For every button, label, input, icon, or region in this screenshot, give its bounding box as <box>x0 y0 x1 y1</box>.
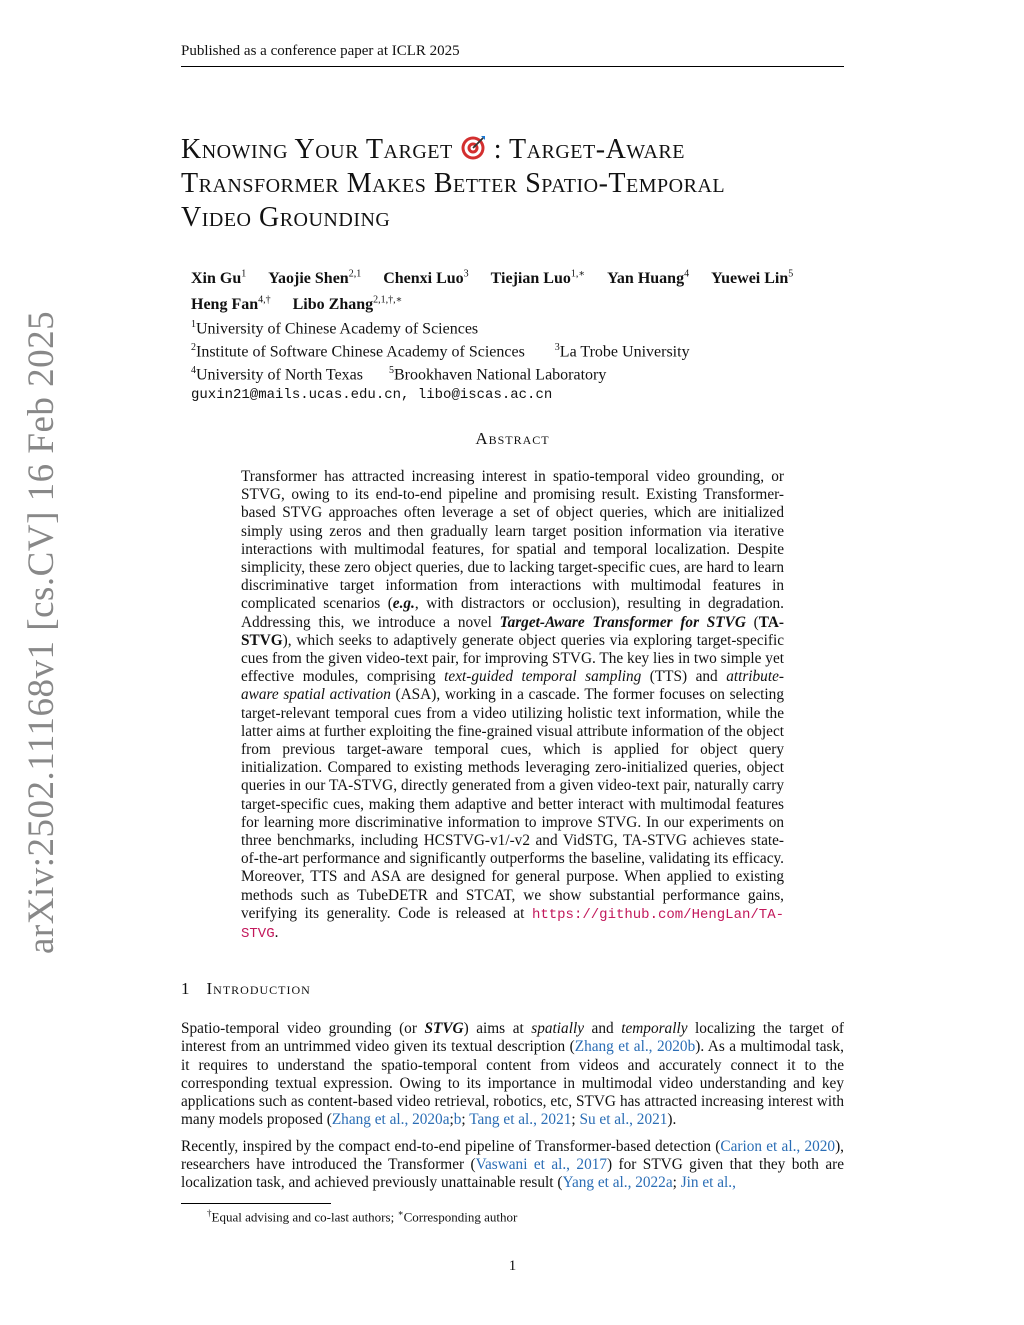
code-url-link[interactable]: https://github.com/HengLan/TA-STVG <box>241 906 784 943</box>
intro-paragraph-2: Recently, inspired by the compact end-to-end pipeline of Transformer-based detection (Carion et al., 2020), researchers have introduced the Transformer (Vaswani et al., 2017) for STVG given that they both are localization task, and achieved previously unattainable result (Yang et al., 2022a; Jin et al., <box>181 1137 844 1192</box>
author: Tiejian Luo$^{1,∗}$ <box>490 269 586 288</box>
title-part-b: : Target-Aware <box>493 134 685 165</box>
affiliation-row-2: $^2$Institute of Software Chinese Academy of Sciences $^3$La Trobe University <box>191 341 690 361</box>
author: Xin Gu$^1$ <box>191 269 247 288</box>
author: Yaojie Shen$^{2,1}$ <box>268 269 362 288</box>
paper-title <box>181 133 861 235</box>
arxiv-identifier: arXiv:2502.11168v1 [cs.CV] 16 Feb 2025 <box>21 310 62 954</box>
footnote: †Equal advising and co-last authors; ∗Corresponding author <box>207 1208 518 1225</box>
affiliation-1: $^1$University of Chinese Academy of Sciences <box>191 318 479 337</box>
citation-link[interactable]: Zhang et al., 2020a <box>331 1111 450 1129</box>
section-heading-introduction: 1 Introduction <box>181 979 311 998</box>
abstract-body: Transformer has attracted increasing interest in spatio-temporal video grounding, or STVG, owing to its end-to-end pipeline and promising result. Existing Transformer-based STVG approaches often leverage a set of object queries, which are initialized simply using zeros and then gradually learn target position information via iterative interactions with multimodal features, for spatial and temporal localization. Despite simplicity, these zero object queries, due to lacking target-specific cues, are hard to learn discriminative target information from interactions with multimodal features in complicated scenarios (e.g., with distractors or occlusion), resulting in degradation. Addressing this, we introduce a novel Target-Aware Transformer for STVG (TA-STVG), which seeks to adaptively generate object queries via exploring target-specific cues from the given video-text pair, for improving STVG. The key lies in two simple yet effective modules, comprising text-guided temporal sampling (TTS) and attribute-aware spatial activation (ASA), working in a cascade. The former focuses on selecting target-relevant temporal cues from a video utilizing holistic text information, while the latter aims at further exploiting the fine-grained visual attribute information of the object from previous target-aware temporal cues, which is applied for object query initialization. Compared to existing methods leveraging zero-initialized queries, object queries in our TA-STVG, directly generated from a given video-text pair, naturally carry target-specific cues, making them adaptive and better interact with multimodal features for learning more discriminative information to improve STVG. In our experiments on three benchmarks, including HCSTVG-v1/-v2 and VidSTG, TA-STVG achieves state-of-the-art performance and significantly outperforms the baseline, validating its efficacy. Moreover, TTS and ASA are designed for general purpose. When applied to existing methods such as TubeDETR and STCAT, we show substantial performance gains, verifying its generality. Code is released at https://github.com/HengLan/TA-STVG. <box>241 468 784 943</box>
citation-link[interactable]: Su et al., 2021 <box>579 1111 668 1129</box>
citation-link[interactable]: Zhang et al., 2020b <box>574 1038 696 1056</box>
author-row-1 <box>191 264 851 289</box>
introduction-body <box>181 1020 844 1201</box>
affiliation-row-3: $^4$University of North Texas $^5$Brookhaven National Laboratory <box>191 365 607 384</box>
title-line-3: Video Grounding <box>181 202 391 233</box>
running-header: Published as a conference paper at ICLR 2025 <box>181 43 460 59</box>
author: Libo Zhang$^{2,1,\dagger,∗}$ <box>292 294 403 313</box>
author: Heng Fan$^{4,\dagger}$ <box>191 294 271 313</box>
page-number: 1 <box>508 1258 517 1274</box>
citation-link[interactable]: Jin et al., <box>680 1174 736 1192</box>
author-row-2 <box>191 289 851 314</box>
author: Yan Huang$^4$ <box>607 269 690 288</box>
title-line-1 <box>181 133 861 167</box>
abstract-heading: Abstract <box>475 429 550 448</box>
target-icon <box>460 135 486 161</box>
title-part-a: Knowing Your Target <box>181 134 453 165</box>
title-line-2: Transformer Makes Better Spatio-Temporal <box>181 168 726 199</box>
intro-paragraph-1: Spatio-temporal video grounding (or STVG) aims at spatially and temporally localizing the target of interest from an untrimmed video given its textual description (Zhang et al., 2020b). As a multimodal task, it requires to understand the spatio-temporal content from videos and accurately connect it to the corresponding textual expression. Owing to its importance in multimodal video understanding and key applications such as content-based video retrieval, robotics, etc, STVG has attracted increasing interest with many models proposed (Zhang et al., 2020a;b; Tang et al., 2021; Su et al., 2021). <box>181 1020 844 1129</box>
citation-link[interactable]: Yang et al., 2022a <box>562 1174 673 1192</box>
header-rule <box>181 66 844 67</box>
author: Yuewei Lin$^5$ <box>711 269 794 288</box>
citation-link[interactable]: Carion et al., 2020 <box>720 1137 836 1155</box>
author: Chenxi Luo$^3$ <box>383 269 469 288</box>
author-block <box>191 264 851 405</box>
citation-link[interactable]: Vaswani et al., 2017 <box>475 1156 608 1174</box>
footnote-rule <box>181 1203 331 1204</box>
citation-link[interactable]: b <box>453 1111 462 1129</box>
citation-link[interactable]: Tang et al., 2021 <box>469 1111 572 1129</box>
author-emails: guxin21@mails.ucas.edu.cn, libo@iscas.ac.cn <box>191 386 553 403</box>
